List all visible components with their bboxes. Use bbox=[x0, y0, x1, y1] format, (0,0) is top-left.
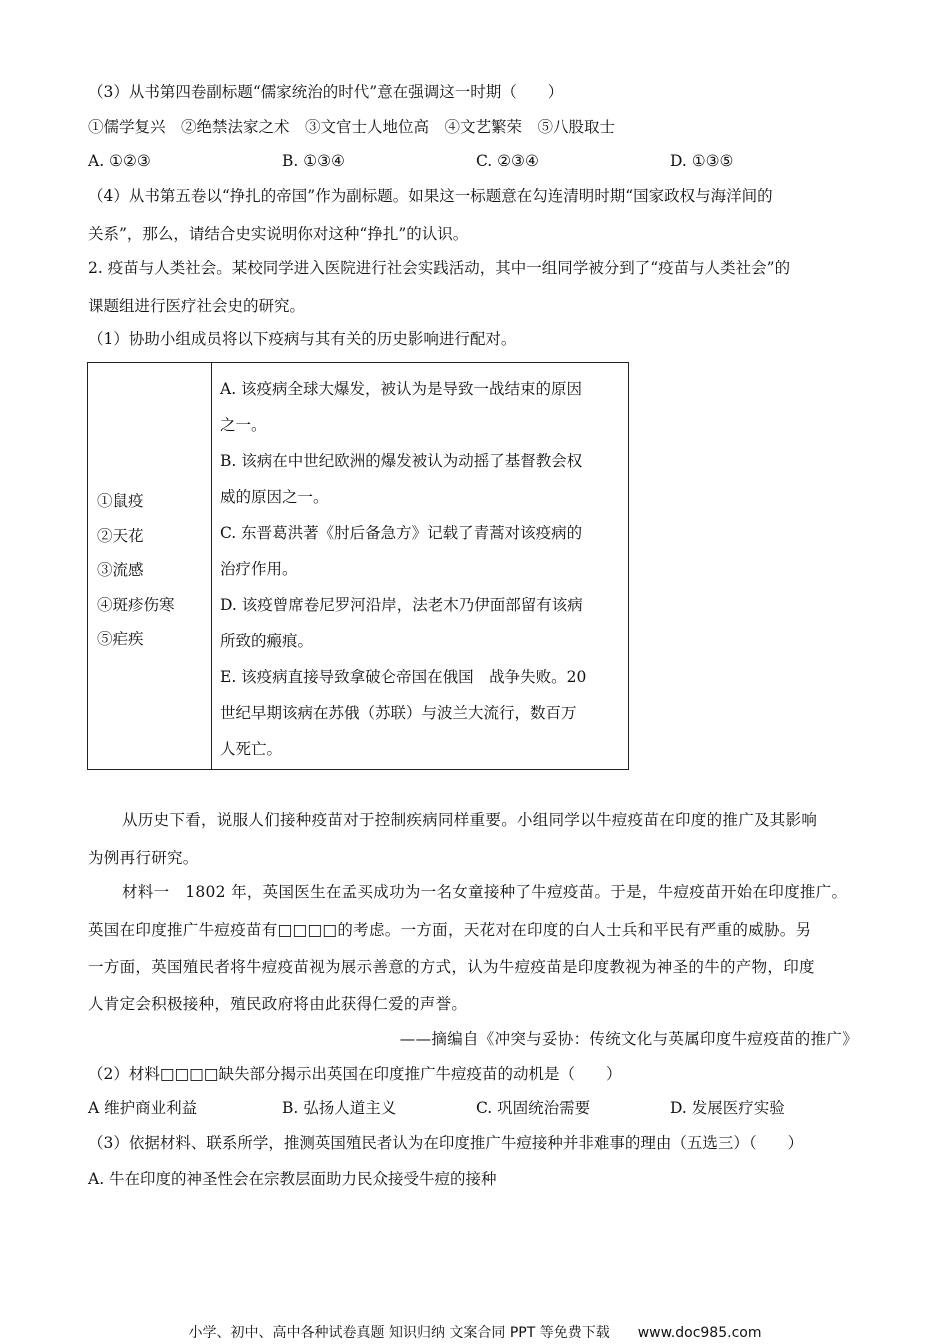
material1-line1: 材料一 1802 年，英国医生在孟买成功为一名女童接种了牛痘疫苗。于是，牛痘疫苗开始在印度推广。 bbox=[122, 883, 848, 901]
q2-stem-line2: 课题组进行医疗社会史的研究。 bbox=[88, 297, 306, 315]
effect-line: 威的原因之一。 bbox=[220, 488, 329, 506]
effect-line: D. 该疫曾席卷尼罗河沿岸，法老木乃伊面部留有该病 bbox=[220, 596, 583, 614]
disease-item: ①鼠疫 bbox=[97, 492, 144, 510]
q2-2-option-a: A 维护商业利益 bbox=[88, 1099, 198, 1117]
q2-2-option-d: D. 发展医疗实验 bbox=[670, 1099, 785, 1117]
effect-line: 之一。 bbox=[220, 416, 267, 434]
q4-question-line1: （4）从书第五卷以“挣扎的帝国”作为副标题。如果这一标题意在勾连清明时期“国家政权与海洋间的 bbox=[88, 187, 773, 205]
q2-2-option-b: B. 弘扬人道主义 bbox=[282, 1099, 397, 1117]
q3-option-a: A. ①②③ bbox=[88, 152, 151, 170]
disease-item: ④斑疹伤寒 bbox=[97, 595, 175, 614]
q4-question-line2: 关系”，那么，请结合史实说明你对这种“挣扎”的认识。 bbox=[88, 225, 469, 243]
q3-options bbox=[88, 151, 788, 171]
effect-line: 所致的瘢痕。 bbox=[220, 632, 314, 650]
passage-line2: 为例再行研究。 bbox=[88, 849, 199, 867]
q2-3-option-a: A. 牛在印度的神圣性会在宗教层面助力民众接受牛痘的接种 bbox=[88, 1170, 497, 1188]
disease-list bbox=[97, 484, 175, 657]
effect-line: 治疗作用。 bbox=[220, 560, 298, 578]
material1-source: ——摘编自《冲突与妥协：传统文化与英属印度牛痘疫苗的推广》 bbox=[399, 1030, 858, 1048]
material1-line2: 英国在印度推广牛痘疫苗有□□□□的考虑。一方面，天花对在印度的白人士兵和平民有严重的威胁。另 bbox=[88, 921, 812, 939]
effect-line: C. 东晋葛洪著《肘后备急方》记载了青蒿对该疫病的 bbox=[220, 524, 583, 542]
q3-option-c: C. ②③④ bbox=[476, 152, 539, 170]
effect-list bbox=[220, 371, 620, 767]
table-divider bbox=[211, 363, 212, 769]
effect-line: A. 该疫病全球大爆发，被认为是导致一战结束的原因 bbox=[220, 380, 583, 398]
disease-item: ③流感 bbox=[97, 561, 144, 579]
q3-option-b: B. ①③④ bbox=[282, 152, 345, 170]
material1-line3: 一方面，英国殖民者将牛痘疫苗视为展示善意的方式，认为牛痘疫苗是印度教视为神圣的牛的产物，印度 bbox=[88, 958, 815, 976]
q2-2-options bbox=[88, 1098, 828, 1118]
effect-line: E. 该疫病直接导致拿破仑帝国在俄国 战争失败。20 bbox=[220, 668, 587, 686]
disease-item: ②天花 bbox=[97, 526, 144, 545]
q3-option-d: D. ①③⑤ bbox=[670, 152, 734, 170]
disease-item: ⑤疟疾 bbox=[97, 630, 144, 648]
q2-3-question: （3）依据材料、联系所学，推测英国殖民者认为在印度推广牛痘接种并非难事的理由（五选三）（ ） bbox=[88, 1134, 804, 1152]
material1-line4: 人肯定会积极接种，殖民政府将由此获得仁爱的声誉。 bbox=[88, 995, 468, 1013]
q2-2-question: （2）材料□□□□缺失部分揭示出英国在印度推广牛痘疫苗的动机是（ ） bbox=[88, 1065, 622, 1083]
passage-line1: 从历史下看，说服人们接种疫苗对于控制疾病同样重要。小组同学以牛痘疫苗在印度的推广及其影响 bbox=[122, 811, 818, 829]
q2-1-question: （1）协助小组成员将以下疫病与其有关的历史影响进行配对。 bbox=[88, 330, 517, 348]
effect-line: 人死亡。 bbox=[220, 740, 283, 758]
q2-stem-line1: 2. 疫苗与人类社会。某校同学进入医院进行社会实践活动，其中一组同学被分到了“疫苗与人类社会”的 bbox=[88, 259, 791, 277]
q3-question: （3）从书第四卷副标题“儒家统治的时代”意在强调这一时期（ ） bbox=[88, 83, 564, 101]
q2-2-option-c: C. 巩固统治需要 bbox=[476, 1099, 591, 1117]
q3-items: ①儒学复兴 ②绝禁法家之术 ③文官士人地位高 ④文艺繁荣 ⑤八股取士 bbox=[88, 118, 616, 136]
matching-table bbox=[87, 362, 629, 770]
page-footer: 小学、初中、高中各种试卷真题 知识归纳 文案合同 PPT 等免费下载 www.doc985.com bbox=[188, 1325, 762, 1341]
effect-line: B. 该病在中世纪欧洲的爆发被认为动摇了基督教会权 bbox=[220, 452, 583, 470]
effect-line: 世纪早期该病在苏俄（苏联）与波兰大流行，数百万 bbox=[220, 704, 577, 722]
